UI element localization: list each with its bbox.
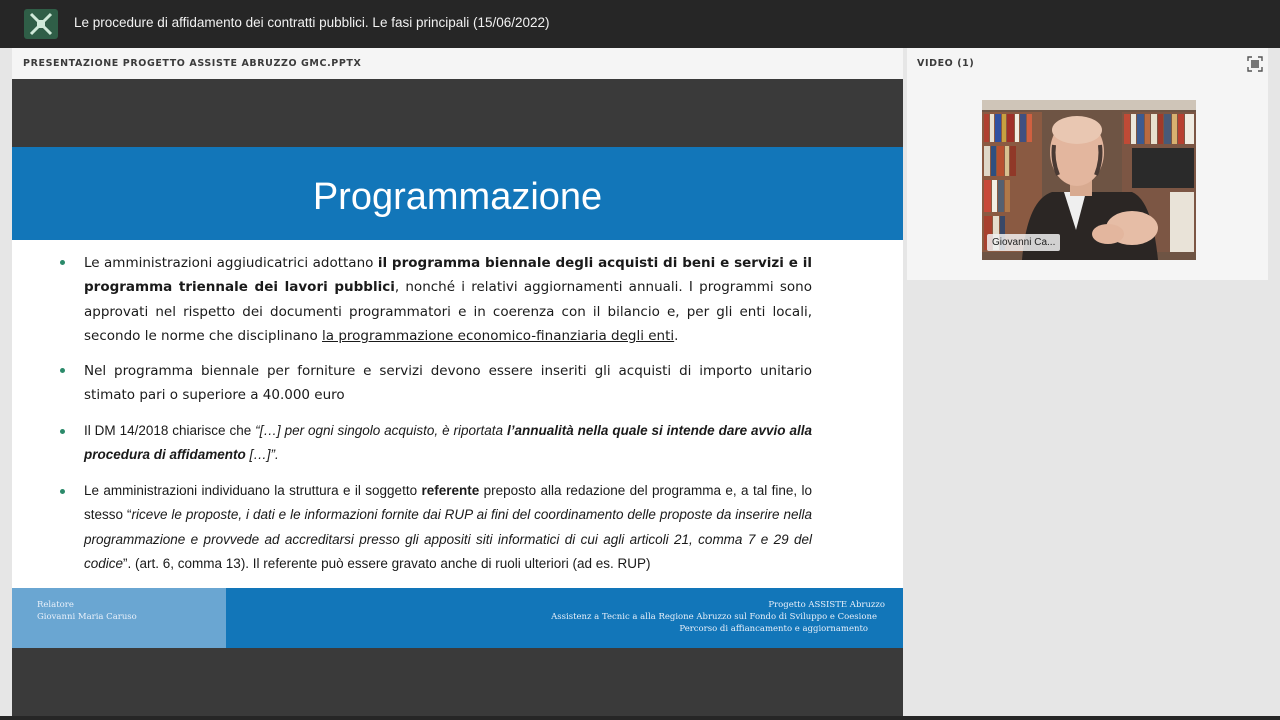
slide bbox=[12, 147, 903, 648]
window-title: Le procedure di affidamento dei contratti pubblici. Le fasi principali (15/06/2022) bbox=[74, 15, 550, 30]
presentation-filename: PRESENTAZIONE PROGETTO ASSISTE ABRUZZO GMC.PPTX bbox=[23, 58, 362, 69]
bullet-2-part-1: Nel programma biennale per forniture e servizi devono essere inseriti gli acquisti di importo unitario stimato pari o superiore a 40.000 euro bbox=[84, 363, 812, 404]
footer-speaker-label: Relatore bbox=[37, 600, 74, 610]
footer-project: Progetto ASSISTE Abruzzo bbox=[768, 600, 885, 610]
bullet-2-marker bbox=[60, 368, 68, 376]
footer-assistance: Assistenz a Tecnic a alla Regione Abruzzo sul Fondo di Sviluppo e Coesione bbox=[551, 612, 877, 622]
slide-footer-right bbox=[226, 588, 903, 648]
bullet-4-part-3: preposto alla redazione del programma e, a tal fine, lo stesso “ bbox=[84, 483, 812, 523]
bullet-1-part-3: , nonché i relativi aggiornamenti annuali. I programmi sono approvati nel rispetto dei documenti programmatori e in coerenza con il bilancio e, per gli enti locali, secondo le norme che disciplinano bbox=[84, 279, 812, 344]
participant-video[interactable] bbox=[982, 100, 1196, 260]
video-panel bbox=[907, 48, 1268, 280]
video-panel-title: VIDEO (1) bbox=[917, 58, 975, 69]
bullet-3-text bbox=[84, 419, 812, 468]
presentation-panel bbox=[12, 48, 903, 716]
bullet-4-text bbox=[84, 479, 812, 576]
bullet-1-part-5: . bbox=[674, 327, 679, 344]
bullet-1-part-2: il programma biennale degli acquisti di beni e servizi e il programma triennale dei lavori pubblici bbox=[84, 255, 812, 296]
bullet-1-part-1: Le amministrazioni aggiudicatrici adottano bbox=[84, 255, 378, 271]
bullet-3-part-1: Il DM 14/2018 chiarisce che bbox=[84, 423, 256, 438]
bullet-3-marker bbox=[60, 429, 68, 437]
bullet-3-part-3: l’annualità nella quale si intende dare avvio alla procedura di affidamento bbox=[84, 423, 812, 463]
bullet-4-marker bbox=[60, 489, 68, 497]
bullet-4-part-5: ”. (art. 6, comma 13). Il referente può essere gravato anche di ruoli ulteriori (ad es. RUP) bbox=[123, 555, 651, 571]
participant-name-label: Giovanni Ca... bbox=[987, 234, 1060, 251]
slide-title: Programmazione bbox=[312, 176, 603, 218]
presentation-header bbox=[12, 48, 903, 79]
bullet-3-part-4: […]”. bbox=[245, 447, 279, 463]
footer-speaker-name: Giovanni Maria Caruso bbox=[37, 612, 137, 622]
bullet-4-part-2: referente bbox=[421, 483, 480, 498]
footer-course: Percorso di affiancamento e aggiornamento bbox=[679, 624, 868, 634]
slide-title-banner bbox=[12, 147, 903, 240]
expand-icon[interactable] bbox=[1247, 56, 1263, 72]
bottom-strip bbox=[0, 716, 1280, 720]
slide-footer-left bbox=[12, 588, 226, 648]
title-bar bbox=[0, 0, 1280, 48]
bullet-1-marker bbox=[60, 260, 68, 268]
bullet-1-part-4: la programmazione economico-finanziaria degli enti bbox=[322, 327, 675, 344]
bullet-4-part-1: Le amministrazioni individuano la struttura e il soggetto bbox=[84, 483, 422, 498]
bullet-4-part-4: riceve le proposte, i dati e le informazioni fornite dai RUP ai fini del coordinamento delle proposte da inserire nella programmazione e provvede ad accreditarsi presso gli appositi siti informatici di cui agli articoli 21, comma 7 e 29 del codice bbox=[84, 507, 812, 571]
app-logo-icon bbox=[24, 9, 58, 39]
bullet-3-part-2: “[…] per ogni singolo acquisto, è riportata bbox=[255, 423, 507, 438]
bullet-2-text bbox=[84, 359, 812, 408]
bullet-1-text bbox=[84, 251, 812, 348]
